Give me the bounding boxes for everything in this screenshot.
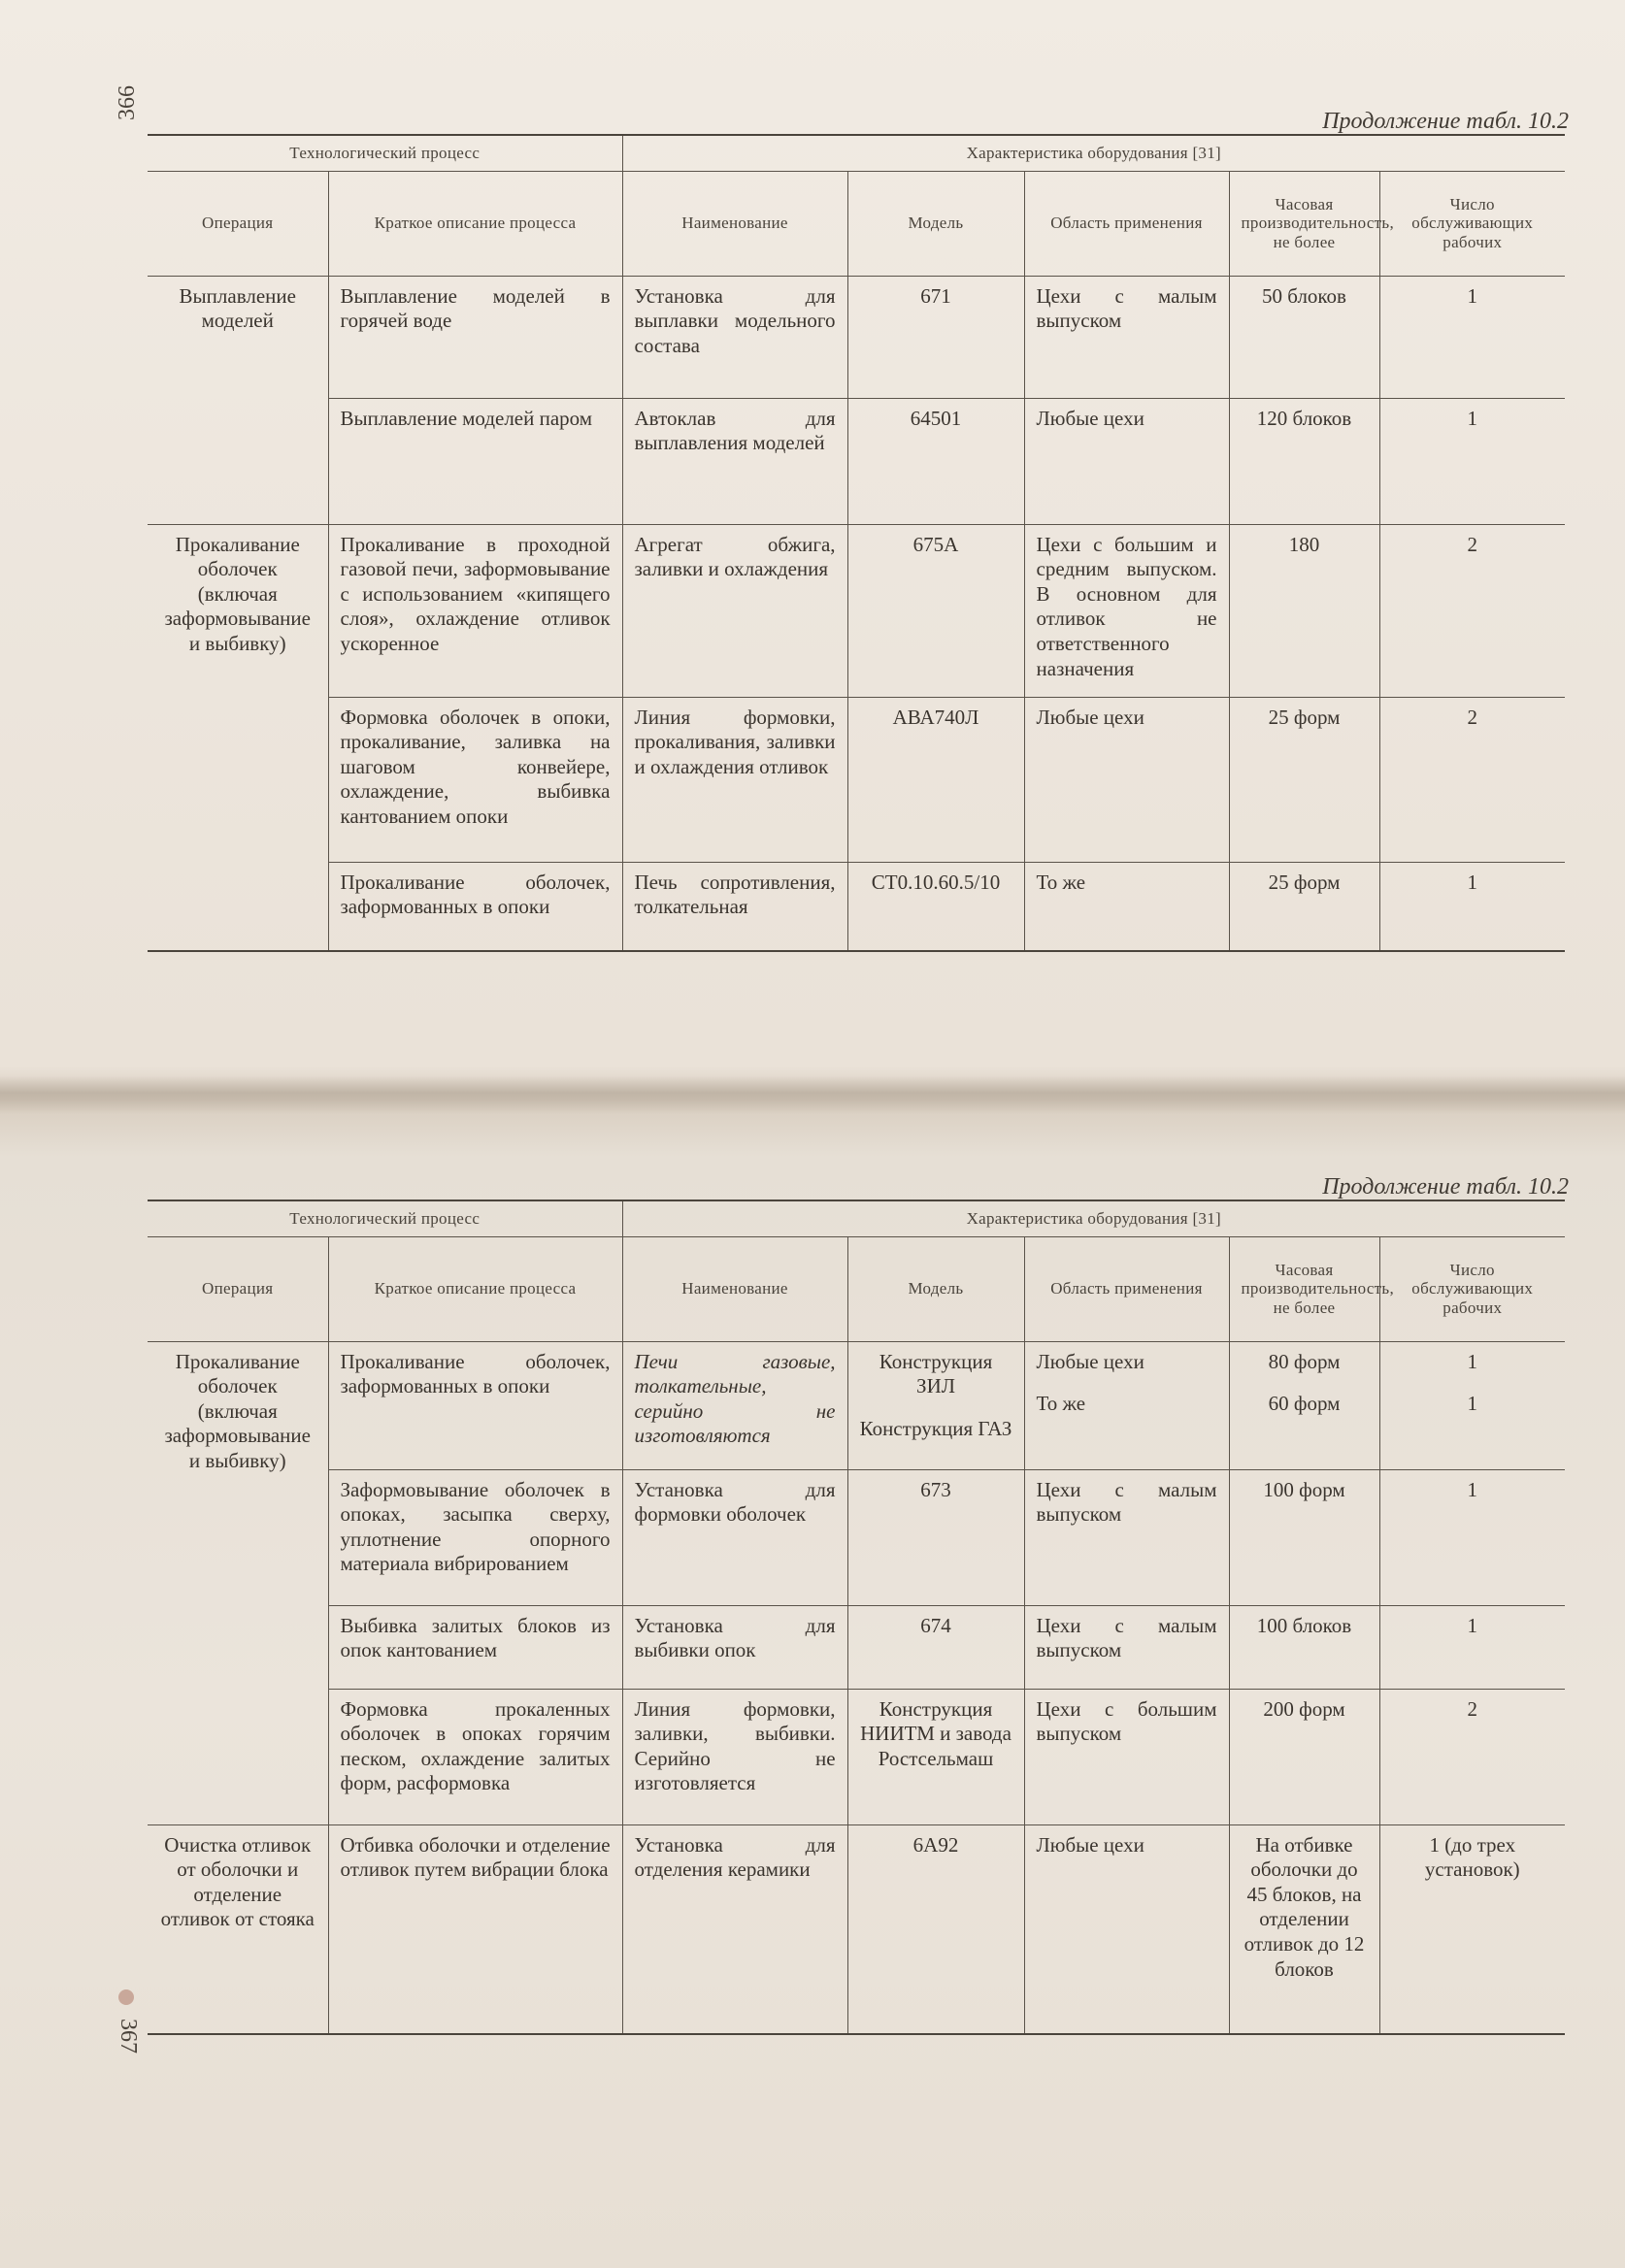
table-row [148, 1824, 1565, 2034]
table-row [148, 862, 1565, 951]
workers-cell: 2 [1379, 697, 1565, 862]
rate-cell: 200 форм [1229, 1689, 1379, 1824]
header-row-columns [148, 171, 1565, 276]
rate-cell [1229, 1341, 1379, 1469]
table-row [148, 1605, 1565, 1689]
header-model: Модель [847, 171, 1024, 276]
workers-cell: 1 [1379, 398, 1565, 524]
area-cell: Любые цехи [1024, 398, 1229, 524]
rate-cell: 100 форм [1229, 1469, 1379, 1605]
description-cell: Отбивка оболочки и отделение отливок путем вибрации блока [328, 1824, 622, 2034]
workers-cell: 1 [1379, 1605, 1565, 1689]
rate-cell: 120 блоков [1229, 398, 1379, 524]
model-cell: СТ0.10.60.5/10 [847, 862, 1024, 951]
header-row-group [148, 135, 1565, 171]
page-number: 367 [116, 2019, 141, 2054]
model-cell: 675А [847, 524, 1024, 697]
workers-cell: 1 [1379, 276, 1565, 398]
header-rate: Часовая производительность, не более [1229, 171, 1379, 276]
area-cell: То же [1024, 862, 1229, 951]
rate-cell: На отбивке оболочки до 45 блоков, на отделении отливок до 12 блоков [1229, 1824, 1379, 2034]
page-366 [0, 0, 1625, 1077]
description-cell: Формовка прокаленных оболочек в опоках горячим песком, охлаждение залитых форм, расформовка [328, 1689, 622, 1824]
header-name: Наименование [622, 171, 847, 276]
operation-cell: Прокаливание оболочек (включая заформовывание и выбивку) [148, 524, 328, 951]
name-cell: Линия формовки, прокаливания, заливки и охлаждения отливок [622, 697, 847, 862]
table-row [148, 1469, 1565, 1605]
description-cell: Прокаливание в проходной газовой печи, заформовывание с использованием «кипящего слоя», охлаждение отливок ускоренное [328, 524, 622, 697]
rate-cell: 25 форм [1229, 697, 1379, 862]
rate-cell: 50 блоков [1229, 276, 1379, 398]
area-cell: Любые цехи [1024, 697, 1229, 862]
area-cell: Цехи с малым выпуском [1024, 1469, 1229, 1605]
model-cell: 674 [847, 1605, 1024, 1689]
area-cell: Цехи с большим выпуском [1024, 1689, 1229, 1824]
equipment-table [148, 1200, 1565, 2035]
header-equipment-group: Характеристика оборудования [31] [622, 135, 1565, 171]
header-area: Область применения [1024, 1236, 1229, 1341]
area-value: Любые цехи [1036, 1349, 1144, 1373]
model-value: Конструкция ЗИЛ [879, 1349, 993, 1398]
model-cell: АВА740Л [847, 697, 1024, 862]
model-cell [847, 1341, 1024, 1469]
operation-cell: Очистка отливок от оболочки и отделение отливок от стояка [148, 1824, 328, 2034]
workers-cell: 1 [1379, 1469, 1565, 1605]
name-cell: Автоклав для выплавления моделей [622, 398, 847, 524]
table-row [148, 524, 1565, 697]
description-cell: Прокаливание оболочек, заформованных в опоки [328, 862, 622, 951]
name-cell: Установка для выплавки модельного состава [622, 276, 847, 398]
page-fold [0, 1075, 1625, 1114]
model-cell: 6А92 [847, 1824, 1024, 2034]
model-cell: Конструкция НИИТМ и завода Ростсельмаш [847, 1689, 1024, 1824]
header-name: Наименование [622, 1236, 847, 1341]
header-area: Область применения [1024, 171, 1229, 276]
header-row-columns [148, 1236, 1565, 1341]
rate-cell: 180 [1229, 524, 1379, 697]
area-cell [1024, 1341, 1229, 1469]
header-workers: Число обслуживающих рабочих [1379, 171, 1565, 276]
area-cell: Цехи с малым выпуском [1024, 276, 1229, 398]
header-row-group [148, 1200, 1565, 1236]
header-process-group: Технологический процесс [148, 1200, 622, 1236]
description-cell: Заформовывание оболочек в опоках, засыпка сверху, уплотнение опорного материала вибрированием [328, 1469, 622, 1605]
header-operation: Операция [148, 1236, 328, 1341]
workers-cell: 1 (до трех установок) [1379, 1824, 1565, 2034]
model-cell: 671 [847, 276, 1024, 398]
table-row [148, 1341, 1565, 1469]
workers-cell [1379, 1341, 1565, 1469]
model-value: Конструкция ГАЗ [859, 1416, 1012, 1440]
description-cell: Прокаливание оболочек, заформованных в опоки [328, 1341, 622, 1469]
header-model: Модель [847, 1236, 1024, 1341]
page-number: 366 [115, 85, 140, 120]
name-cell: Агрегат обжига, заливки и охлаждения [622, 524, 847, 697]
name-cell: Установка для отделения керамики [622, 1824, 847, 2034]
area-cell: Цехи с малым выпуском [1024, 1605, 1229, 1689]
page-367 [0, 1116, 1625, 2268]
header-description: Краткое описание процесса [328, 1236, 622, 1341]
header-workers: Число обслуживающих рабочих [1379, 1236, 1565, 1341]
rate-cell: 25 форм [1229, 862, 1379, 951]
area-value: То же [1036, 1392, 1086, 1416]
area-cell: Любые цехи [1024, 1824, 1229, 2034]
name-cell: Установка для формовки оболочек [622, 1469, 847, 1605]
workers-cell: 2 [1379, 524, 1565, 697]
name-cell: Печь сопротивления, толкательная [622, 862, 847, 951]
description-cell: Выплавление моделей паром [328, 398, 622, 524]
name-cell: Установка для выбивки опок [622, 1605, 847, 1689]
description-cell: Формовка оболочек в опоки, прокаливание, заливка на шаговом конвейере, охлаждение, выбивка кантованием опоки [328, 697, 622, 862]
name-cell: Линия формовки, заливки, выбивки. Серийно не изготовляется [622, 1689, 847, 1824]
table-row [148, 1689, 1565, 1824]
rate-value: 60 форм [1268, 1392, 1341, 1416]
rate-cell: 100 блоков [1229, 1605, 1379, 1689]
model-cell: 673 [847, 1469, 1024, 1605]
description-cell: Выплавление моделей в горячей воде [328, 276, 622, 398]
name-cell: Печи газовые, толкательные, серийно не изготовляются [622, 1341, 847, 1469]
model-cell: 64501 [847, 398, 1024, 524]
area-cell: Цехи с большим и средним выпуском. В основном для отливок не ответственного назначения [1024, 524, 1229, 697]
workers-value: 1 [1467, 1349, 1478, 1373]
workers-cell: 1 [1379, 862, 1565, 951]
header-equipment-group: Характеристика оборудования [31] [622, 1200, 1565, 1236]
paper-stain [118, 1989, 134, 2005]
table-continuation-title: Продолжение табл. 10.2 [1322, 109, 1569, 134]
header-process-group: Технологический процесс [148, 135, 622, 171]
operation-cell: Выплавление моделей [148, 276, 328, 524]
header-description: Краткое описание процесса [328, 171, 622, 276]
header-rate: Часовая производительность, не более [1229, 1236, 1379, 1341]
table-row [148, 697, 1565, 862]
equipment-table [148, 134, 1565, 952]
workers-value: 1 [1467, 1392, 1478, 1416]
workers-cell: 2 [1379, 1689, 1565, 1824]
table-row [148, 276, 1565, 398]
operation-cell: Прокаливание оболочек (включая заформовывание и выбивку) [148, 1341, 328, 1824]
description-cell: Выбивка залитых блоков из опок кантованием [328, 1605, 622, 1689]
table-continuation-title: Продолжение табл. 10.2 [1322, 1174, 1569, 1200]
header-operation: Операция [148, 171, 328, 276]
rate-value: 80 форм [1268, 1349, 1341, 1373]
table-row [148, 398, 1565, 524]
